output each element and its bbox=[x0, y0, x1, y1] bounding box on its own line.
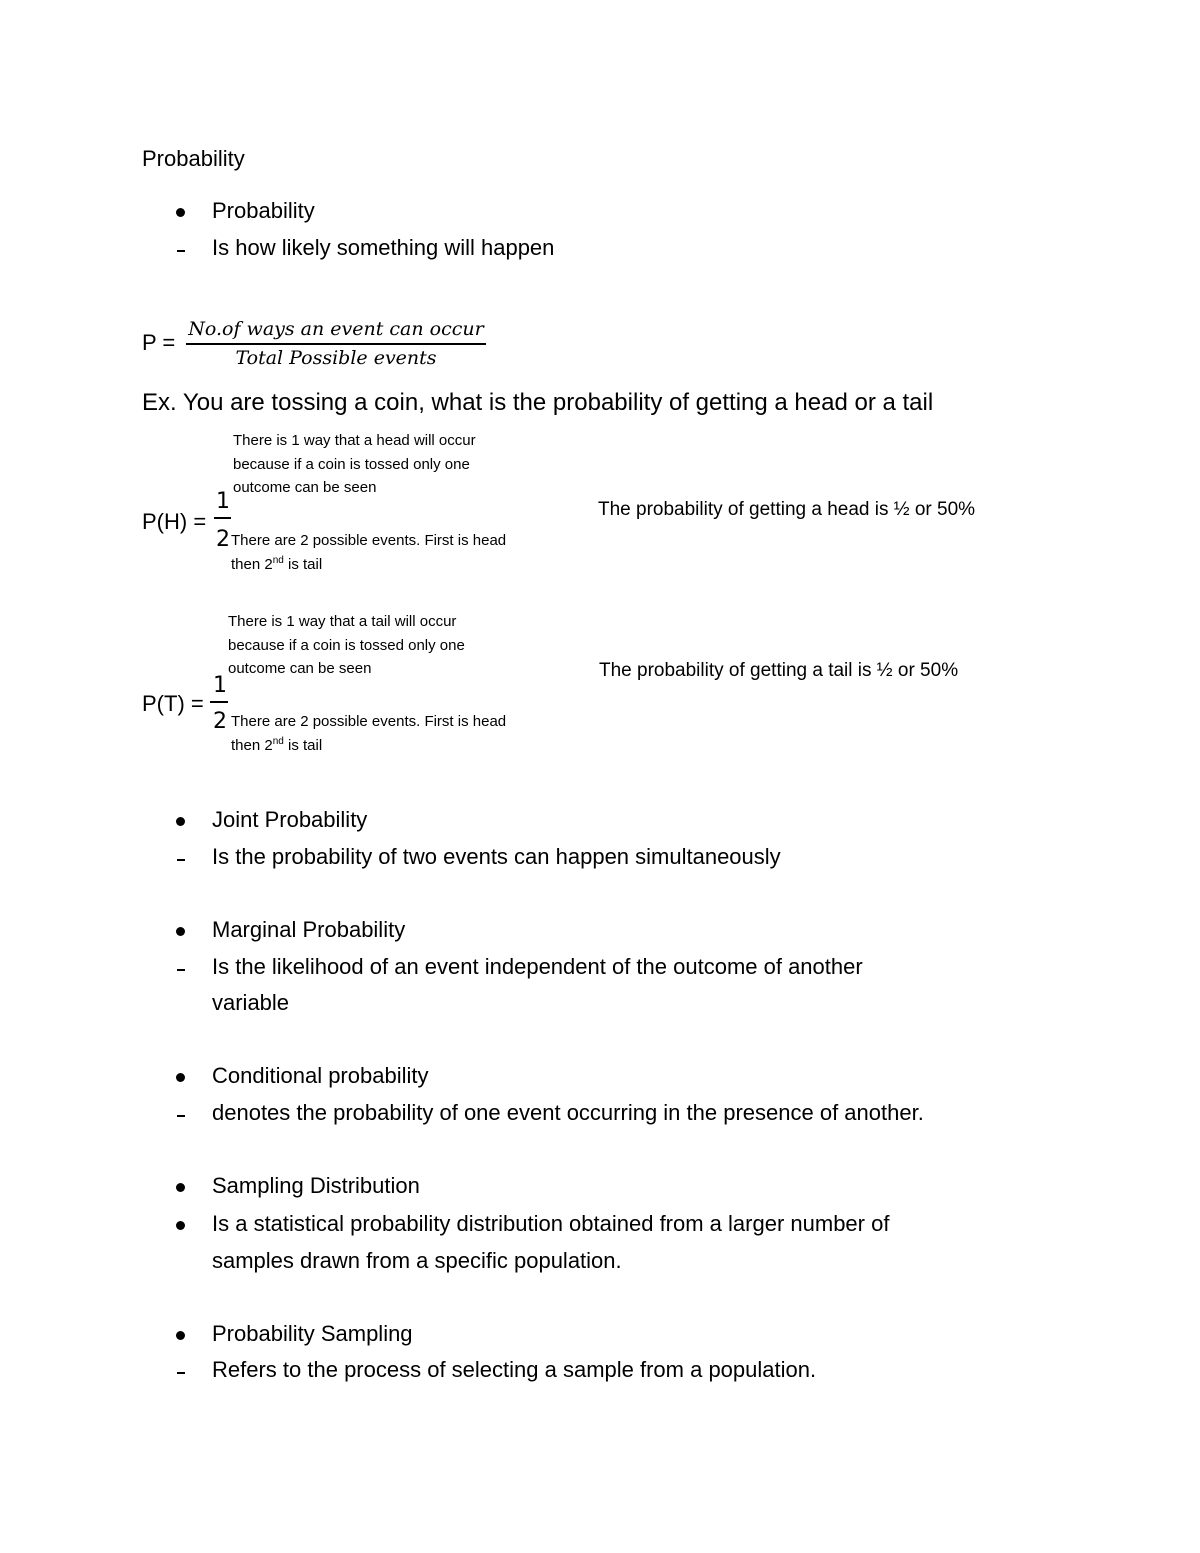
term-heading-sampling-distribution: Sampling Distribution bbox=[212, 1173, 420, 1198]
dash-marker bbox=[177, 250, 185, 252]
term-definition-marginal: Is the likelihood of an event independent of the outcome of another bbox=[212, 954, 863, 979]
section-heading-probability: Probability bbox=[212, 198, 315, 223]
example-question: Ex. You are tossing a coin, what is the probability of getting a head or a tail bbox=[142, 389, 934, 416]
bullet-dot bbox=[176, 1221, 185, 1230]
term-heading-joint: Joint Probability bbox=[212, 807, 368, 832]
formula-denominator: Total Possible events bbox=[235, 347, 437, 369]
term-definition-conditional: denotes the probability of one event occurring in the presence of another. bbox=[212, 1100, 924, 1125]
document-title: Probability bbox=[142, 146, 245, 171]
bullet-dot bbox=[176, 817, 185, 826]
note-line: There are 2 possible events. First is head bbox=[231, 532, 507, 549]
bullet-dot bbox=[176, 1331, 185, 1340]
head-label: P(H) = bbox=[142, 509, 207, 534]
term-heading-marginal: Marginal Probability bbox=[212, 917, 406, 942]
bullet-dot bbox=[176, 208, 185, 217]
term-definition-sampling-distribution: Is a statistical probability distribution obtained from a larger number of bbox=[212, 1211, 890, 1236]
head-fraction-bar bbox=[214, 517, 231, 519]
tail-numerator: 1 bbox=[213, 673, 227, 698]
note-line: because if a coin is tossed only one bbox=[228, 636, 465, 654]
note-line: There are 2 possible events. First is head bbox=[231, 713, 507, 730]
tail-note-top bbox=[228, 610, 465, 681]
note-line: then 2nd is tail bbox=[231, 735, 323, 754]
head-note-bottom bbox=[231, 529, 506, 576]
formula-fraction-bar bbox=[186, 343, 486, 345]
note-line: There is 1 way that a head will occur bbox=[233, 432, 476, 449]
bullet-dot bbox=[176, 1073, 185, 1082]
head-result: The probability of getting a head is ½ or 50% bbox=[598, 499, 976, 520]
note-line: outcome can be seen bbox=[228, 660, 372, 677]
note-line: outcome can be seen bbox=[233, 479, 377, 496]
note-line: then 2nd is tail bbox=[231, 554, 323, 573]
dash-marker bbox=[177, 1372, 185, 1374]
dash-marker bbox=[177, 969, 185, 971]
tail-label: P(T) = bbox=[142, 691, 204, 716]
tail-result: The probability of getting a tail is ½ or 50% bbox=[599, 660, 959, 681]
dash-marker bbox=[177, 1115, 185, 1117]
dash-marker bbox=[177, 859, 185, 861]
note-line: There is 1 way that a tail will occur bbox=[228, 613, 457, 630]
term-heading-conditional: Conditional probability bbox=[212, 1063, 429, 1088]
bullet-dot bbox=[176, 927, 185, 936]
bullet-dot bbox=[176, 1183, 185, 1192]
note-line: because if a coin is tossed only one bbox=[233, 455, 470, 473]
term-definition-probability-sampling: Refers to the process of selecting a sample from a population. bbox=[212, 1357, 817, 1382]
tail-denominator: 2 bbox=[213, 709, 227, 734]
head-note-top bbox=[233, 429, 476, 500]
head-numerator: 1 bbox=[216, 489, 230, 514]
section-definition-probability: Is how likely something will happen bbox=[212, 235, 555, 260]
term-definition-joint: Is the probability of two events can happen simultaneously bbox=[212, 844, 781, 869]
formula-numerator: No.of ways an event can occur bbox=[188, 318, 484, 340]
formula-lhs: P = bbox=[142, 330, 176, 355]
term-heading-probability-sampling: Probability Sampling bbox=[212, 1321, 413, 1346]
tail-fraction-bar bbox=[210, 701, 228, 703]
term-definition-sampling-distribution-cont: samples drawn from a specific population. bbox=[212, 1248, 622, 1273]
head-denominator: 2 bbox=[216, 527, 230, 552]
term-definition-marginal-cont: variable bbox=[212, 990, 290, 1015]
tail-note-bottom bbox=[231, 710, 506, 757]
